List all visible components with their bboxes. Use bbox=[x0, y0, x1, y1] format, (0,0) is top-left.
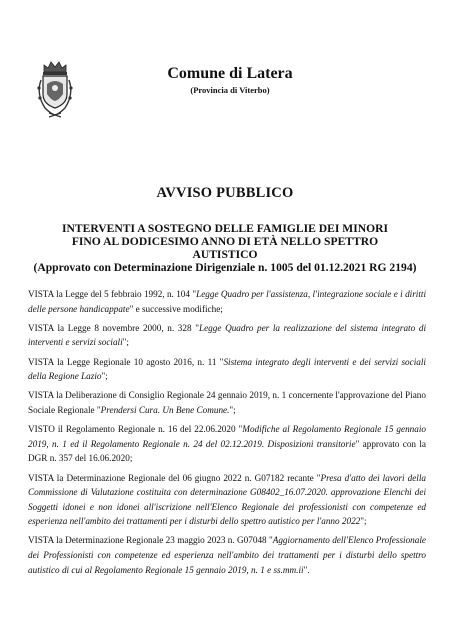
recital-citation: Modifiche al Regolamento Regionale 15 gennaio 2019, n. 1 ed il Regolamento Regionale n. 24 del 02.12.2019. Disposizioni transitorie bbox=[28, 424, 426, 449]
recital-text: ". bbox=[303, 564, 310, 575]
recital-text: "; bbox=[229, 404, 236, 415]
notice-title bbox=[30, 222, 420, 274]
recital-citation: Presa d'atto dei lavori della Commissione di Valutazione costituita con determinazione G08402_16.07.2020. approvazione Elenchi dei Soggetti idonei e non idonei all'iscrizione nell'Elenco Regionale dei professionisti con competenze ed esperienza nell'ambito dei trattamenti per i disturbi dello spettro autistico per l'anno 2022 bbox=[28, 472, 426, 527]
recital-text: VISTA la Legge 8 novembre 2000, n. 328 " bbox=[28, 322, 199, 333]
recital-text: VISTA la Deliberazione di Consiglio Regionale 24 gennaio 2019, n. 1 concernente l'approvazione del Piano Sociale Regionale " bbox=[28, 390, 426, 415]
recital-paragraph bbox=[28, 321, 426, 350]
recital-paragraph bbox=[28, 422, 426, 466]
recital-text: " e successive modifiche; bbox=[129, 303, 223, 314]
province-name: (Provincia di Viterbo) bbox=[190, 85, 270, 95]
recital-paragraph bbox=[28, 471, 426, 529]
recital-text: VISTO il Regolamento Regionale n. 16 del 22.06.2020 " bbox=[28, 424, 243, 435]
recital-paragraph bbox=[28, 355, 426, 384]
recital-paragraph bbox=[28, 533, 426, 577]
notice-title-line: FINO AL DODICESIMO ANNO DI ETÀ NELLO SPETTRO bbox=[71, 235, 379, 248]
approval-reference: (Approvato con Determinazione Dirigenziale n. 1005 del 01.12.2021 RG 2194) bbox=[33, 261, 417, 274]
municipal-crest-icon bbox=[35, 58, 75, 120]
notice-heading: AVVISO PUBBLICO bbox=[156, 185, 294, 201]
recital-citation: Legge Quadro per l'assistenza, l'integrazione sociale e i diritti delle persone handicappate bbox=[28, 289, 427, 314]
recital-paragraph bbox=[28, 287, 426, 316]
recital-citation: Prendersi Cura. Un Bene Comune. bbox=[100, 404, 230, 415]
recital-text: VISTA la Determinazione Regionale 23 maggio 2023 n. G07048 " bbox=[28, 535, 273, 546]
recital-text: VISTA la Determinazione Regionale del 06 giugno 2022 n. G07182 recante " bbox=[28, 472, 321, 483]
letterhead bbox=[140, 64, 320, 96]
document-body bbox=[28, 287, 426, 582]
recital-text: VISTA la Legge Regionale 10 agosto 2016, n. 11 " bbox=[28, 356, 224, 367]
recital-text: VISTA la Legge del 5 febbraio 1992, n. 104 " bbox=[28, 289, 197, 299]
recital-text: "; bbox=[122, 337, 129, 348]
recital-citation: Legge Quadro per la realizzazione del sistema integrato di interventi e servizi sociali bbox=[28, 322, 426, 348]
recital-citation: Sistema integrato degli interventi e dei servizi sociali della Regione Lazio bbox=[28, 356, 426, 382]
recital-paragraph bbox=[28, 388, 426, 417]
recital-text: " approvato con la DGR n. 357 del 16.06.2020; bbox=[28, 438, 426, 464]
notice-title-line: AUTISTICO bbox=[192, 248, 258, 261]
municipality-name: Comune di Latera bbox=[167, 65, 293, 82]
recital-text: "; bbox=[360, 516, 367, 527]
recital-text: "; bbox=[101, 371, 108, 382]
recital-citation: Aggiornamento dell'Elenco Professionale dei Professionisti con competenze ed esperienza nell'ambito dei trattamenti per i disturbi dello spettro autistico di cui al Regolamento Regionale 15 gennaio 2019, n. 1 e ss.mm.ii bbox=[28, 535, 426, 575]
notice-title-line: INTERVENTI A SOSTEGNO DELLE FAMIGLIE DEI MINORI bbox=[61, 222, 388, 235]
